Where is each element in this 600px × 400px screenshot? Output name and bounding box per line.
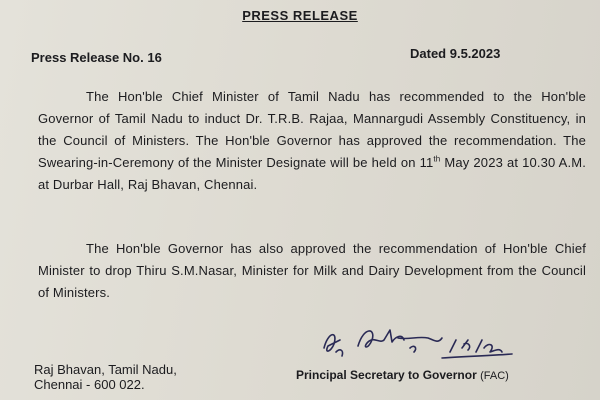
handwritten-signature bbox=[318, 318, 518, 364]
address-line: Chennai - 600 022. bbox=[34, 377, 145, 392]
release-date: Dated 9.5.2023 bbox=[410, 46, 501, 61]
page-title: PRESS RELEASE bbox=[242, 8, 358, 23]
signatory-title-suffix: (FAC) bbox=[480, 370, 509, 382]
signatory-title bbox=[296, 368, 509, 382]
address-line: Raj Bhavan, Tamil Nadu, bbox=[34, 362, 177, 377]
date-ordinal-suffix: th bbox=[433, 154, 441, 164]
paragraph-induction bbox=[38, 86, 586, 196]
paragraph-drop-minister bbox=[38, 238, 586, 304]
paragraph-induction-text: The Hon'ble Chief Minister of Tamil Nadu has recommended to the Hon'ble Governor of Tamil Nadu to induct Dr. T.R.B. Rajaa, Mannargudi Assembly Constituency, in the Council of Ministers. The Hon'ble Governor has approved the recommendation. The Swearing-in-Ceremony of the Minister Designate will be held on 11 bbox=[38, 89, 586, 170]
paragraph-induction-text-end: May 2023 at 10.30 A.M. at Durbar Hall, Raj Bhavan, Chennai. bbox=[38, 155, 587, 192]
address-block bbox=[34, 362, 177, 392]
release-number: Press Release No. 16 bbox=[31, 50, 162, 65]
paragraph-drop-minister-text: The Hon'ble Governor has also approved the recommendation of Hon'ble Chief Minister to drop Thiru S.M.Nasar, Minister for Milk and Dairy Development from the Council of Ministers. bbox=[38, 241, 586, 300]
signatory-title-text: Principal Secretary to Governor bbox=[296, 368, 477, 382]
